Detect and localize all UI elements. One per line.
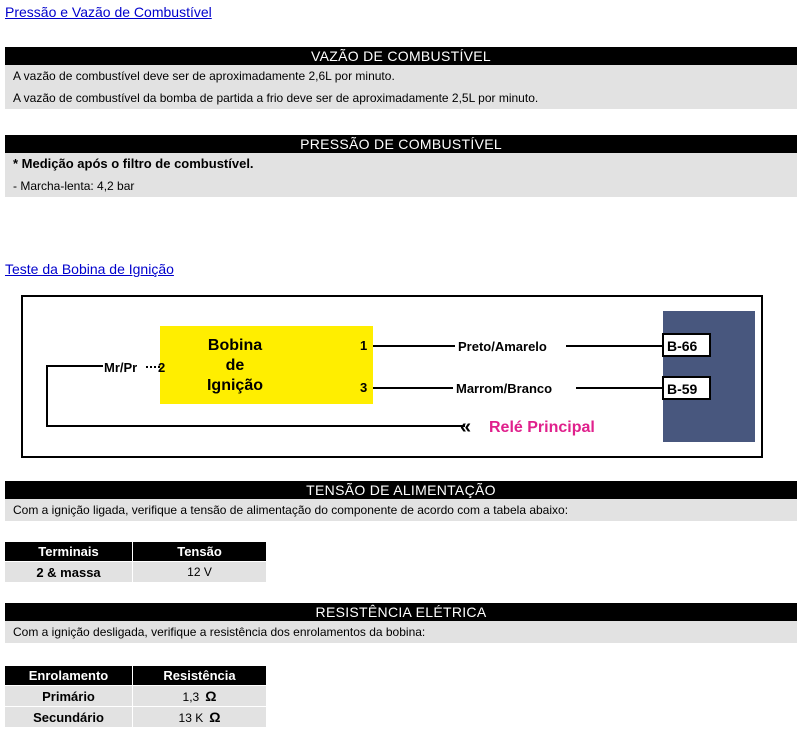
panel-tensao: [5, 481, 797, 521]
col-header-terminais: Terminais: [5, 542, 133, 562]
cell-value: 13 K: [178, 711, 204, 725]
panel-vazao: [5, 47, 797, 109]
tensao-table: [5, 542, 266, 582]
link-pressao-vazao[interactable]: Pressão e Vazão de Combustível: [5, 4, 212, 20]
ohm-icon: Ω: [209, 709, 221, 725]
cell-value: 12 V: [133, 562, 267, 583]
diagram-frame: [22, 296, 762, 457]
connector-b59-label: B-59: [667, 381, 698, 397]
coil-pin-1: 1: [360, 338, 368, 353]
panel-resistencia: [5, 603, 797, 643]
ohm-icon: Ω: [205, 688, 217, 704]
connector-b66-label: B-66: [667, 338, 698, 354]
cell-name: Secundário: [5, 707, 133, 728]
wire-3-label: Marrom/Branco: [456, 381, 553, 396]
vazao-line-2: A vazão de combustível da bomba de partida a frio deve ser de aproximadamente 2,5L por minuto.: [13, 91, 539, 105]
coil-pin-3: 3: [360, 380, 368, 395]
col-header-resistencia: Resistência: [133, 666, 267, 686]
resistencia-table: [5, 666, 266, 727]
coil-label-1: Bobina: [207, 337, 263, 354]
coil-label-2: de: [225, 357, 245, 374]
pressao-note: * Medição após o filtro de combustível.: [13, 156, 254, 171]
tensao-line: Com a ignição ligada, verifique a tensão de alimentação do componente de acordo com a tabela abaixo:: [13, 503, 569, 517]
col-header-tensao: Tensão: [133, 542, 267, 562]
panel-title: VAZÃO DE COMBUSTÍVEL: [5, 47, 797, 65]
cell-name: Primário: [5, 686, 133, 707]
ignition-coil-diagram: [20, 295, 765, 460]
panel-pressao: [5, 135, 797, 197]
cell-terminal: 2 & massa: [5, 562, 133, 583]
relay-arrow-icon: «: [460, 416, 472, 438]
col-header-enrolamento: Enrolamento: [5, 666, 133, 686]
panel-title: PRESSÃO DE COMBUSTÍVEL: [5, 135, 797, 153]
panel-title: TENSÃO DE ALIMENTAÇÃO: [5, 481, 797, 499]
relay-label: Relé Principal: [489, 419, 595, 436]
panel-title: RESISTÊNCIA ELÉTRICA: [5, 603, 797, 621]
wire-2-label: Mr/Pr: [104, 360, 138, 375]
coil-pin-2: 2: [158, 360, 166, 375]
pressao-line: - Marcha-lenta: 4,2 bar: [13, 179, 135, 193]
table-row: [5, 707, 266, 728]
table-row: [5, 686, 266, 707]
coil-label-3: Ignição: [206, 377, 264, 394]
table-row: [5, 562, 266, 583]
resistencia-line: Com a ignição desligada, verifique a resistência dos enrolamentos da bobina:: [13, 625, 426, 639]
wire-1-label: Preto/Amarelo: [458, 339, 547, 354]
cell-value: 1,3: [182, 690, 200, 704]
coil-block: [160, 326, 373, 404]
link-teste-bobina[interactable]: Teste da Bobina de Ignição: [5, 261, 174, 277]
vazao-line-1: A vazão de combustível deve ser de aproximadamente 2,6L por minuto.: [13, 69, 395, 83]
